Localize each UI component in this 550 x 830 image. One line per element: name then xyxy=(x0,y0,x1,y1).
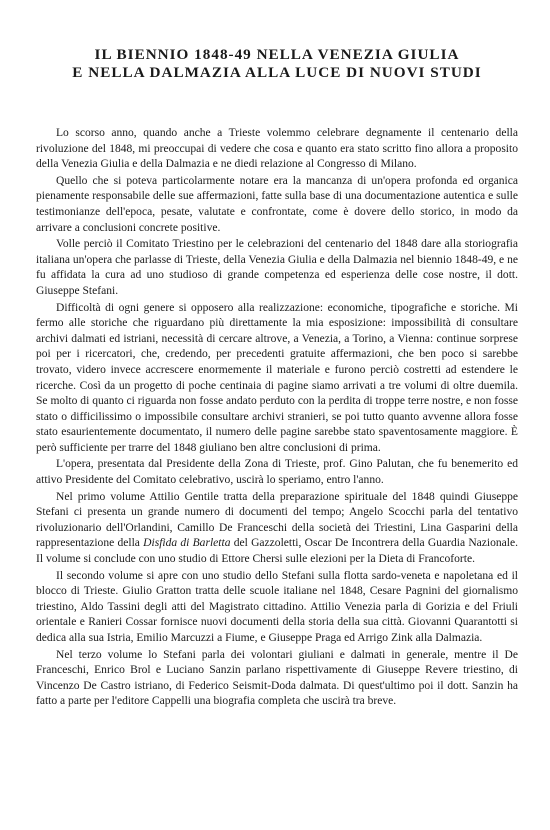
article-body xyxy=(36,126,518,710)
paragraph-6-italic-title: Disfida di Barletta xyxy=(143,537,231,550)
paragraph-6 xyxy=(36,490,518,568)
paragraph-6-text: Nel primo volume Attilio Gentile tratta della preparazione spirituale del 1848 quindi Giuseppe Stefani ci presenta un grande numero di documenti del tempo; Angelo Scocchi parla del tentativo rivoluzionario dell'Orlandini, Camillo De Franceschi della società dei Triestini, Lina Gasparini della rappresentazione della xyxy=(36,490,518,550)
article-title xyxy=(36,46,518,82)
paragraph-5: L'opera, presentata dal Presidente della Zona di Trieste, prof. Gino Palutan, che fu benemerito ed attivo Presidente del Comitato celebrativo, uscirà lo speriamo, entro l'anno. xyxy=(36,458,518,487)
title-line-2: E NELLA DALMAZIA ALLA LUCE DI NUOVI STUDI xyxy=(72,64,482,81)
paragraph-2: Quello che si poteva particolarmente notare era la mancanza di un'opera profonda ed organica pienamente responsabile delle sue affermazioni, fatte sulla base di una documentazione autentica e sulle testimonianze dell'epoca, pesate, valutate e confrontate, come è dovere dello storico, in modo da arrivare a conclusioni concrete positive. xyxy=(36,174,518,234)
paragraph-3: Volle perciò il Comitato Triestino per le celebrazioni del centenario del 1848 dare alla storiografia italiana un'opera che parlasse di Trieste, della Venezia Giulia e della Dalmazia nel biennio 1848-49, e ne fu affidata la cura ad uno studioso di grande competenza ed esperienza delle cose nostre, il dott. Giuseppe Stefani. xyxy=(36,238,518,297)
paragraph-4: Difficoltà di ogni genere si opposero alla realizzazione: economiche, tipografiche e storiche. Mi fermo alle storiche che riguardano più direttamente la mia esposizione: impossibilità di consultare archivi dalmati ed istriani, necessità di cercare altrove, a Venezia, a Torino, a Vienna: continue sorprese poi per i ricercatori, che, credendo, per precedenti gratuite affermazioni, che ben poco si sarebbe trovato, videro invece accrescere enormemente il materiale e furono perciò costretti ad estendere le ricerche. Così da un progetto di poche centinaia di pagine siamo arrivati a tre volumi di oltre duemila. Se molto di quanto ci riguarda non fosse andato perduto con la perdita di troppe terre nostre, e non fosse stato o difficilissimo o impossibile consultare archivi stranieri, se poi tutto quanto avvenne allora fosse stato esaurientemente documentato, il numero delle pagine sarebbe stato spaventosamente maggiore. È però sufficiente per trarre del 1848 giuliano ben altre conclusioni di prima. xyxy=(36,301,518,454)
paragraph-1: Lo scorso anno, quando anche a Trieste volemmo celebrare degnamente il centenario della rivoluzione del 1848, mi preoccupai di vedere che cosa e quanto era stato scritto fino allora a proposito della Venezia Giulia e della Dalmazia e ne diedi relazione al Congresso di Milano. xyxy=(36,127,518,171)
paragraph-7: Il secondo volume si apre con uno studio dello Stefani sulla flotta sardo-veneta e napoletana ed il blocco di Trieste. Giulio Gratton tratta delle scuole italiane nel 1848, Cesare Pagnini del giornalismo triestino, Aldo Tassini degli atti del Magistrato cittadino. Attilio Venezia parla di Gorizia e del Friuli orientale e Ranieri Cossar fornisce nuovi documenti della storia della sua città. Giovanni Quarantotti si dedica alla sua Istria, Emilio Marcuzzi a Fiume, e Giuseppe Praga ed Arrigo Zink alla Dalmazia. xyxy=(36,569,518,644)
paragraph-8: Nel terzo volume lo Stefani parla dei volontari giuliani e dalmati in generale, mentre il De Franceschi, Enrico Brol e Luciano Sanzin parlano rispettivamente di Giuseppe Revere triestino, di Vincenzo De Castro istriano, di Federico Seismit-Doda dalmata. Di quest'ultimo poi il dott. Sanzin ha fatto a parte per l'editore Cappelli una biografia completa che uscirà tra breve. xyxy=(36,648,518,708)
paragraph-6-tail: del Gazzoletti, Oscar De Incontrera della Guardia Nazionale. Il volume si conclude con uno studio di Ettore Chersi sulle elezioni per la Dieta di Francoforte. xyxy=(36,537,519,566)
title-line-1: IL BIENNIO 1848-49 NELLA VENEZIA GIULIA xyxy=(94,46,460,63)
